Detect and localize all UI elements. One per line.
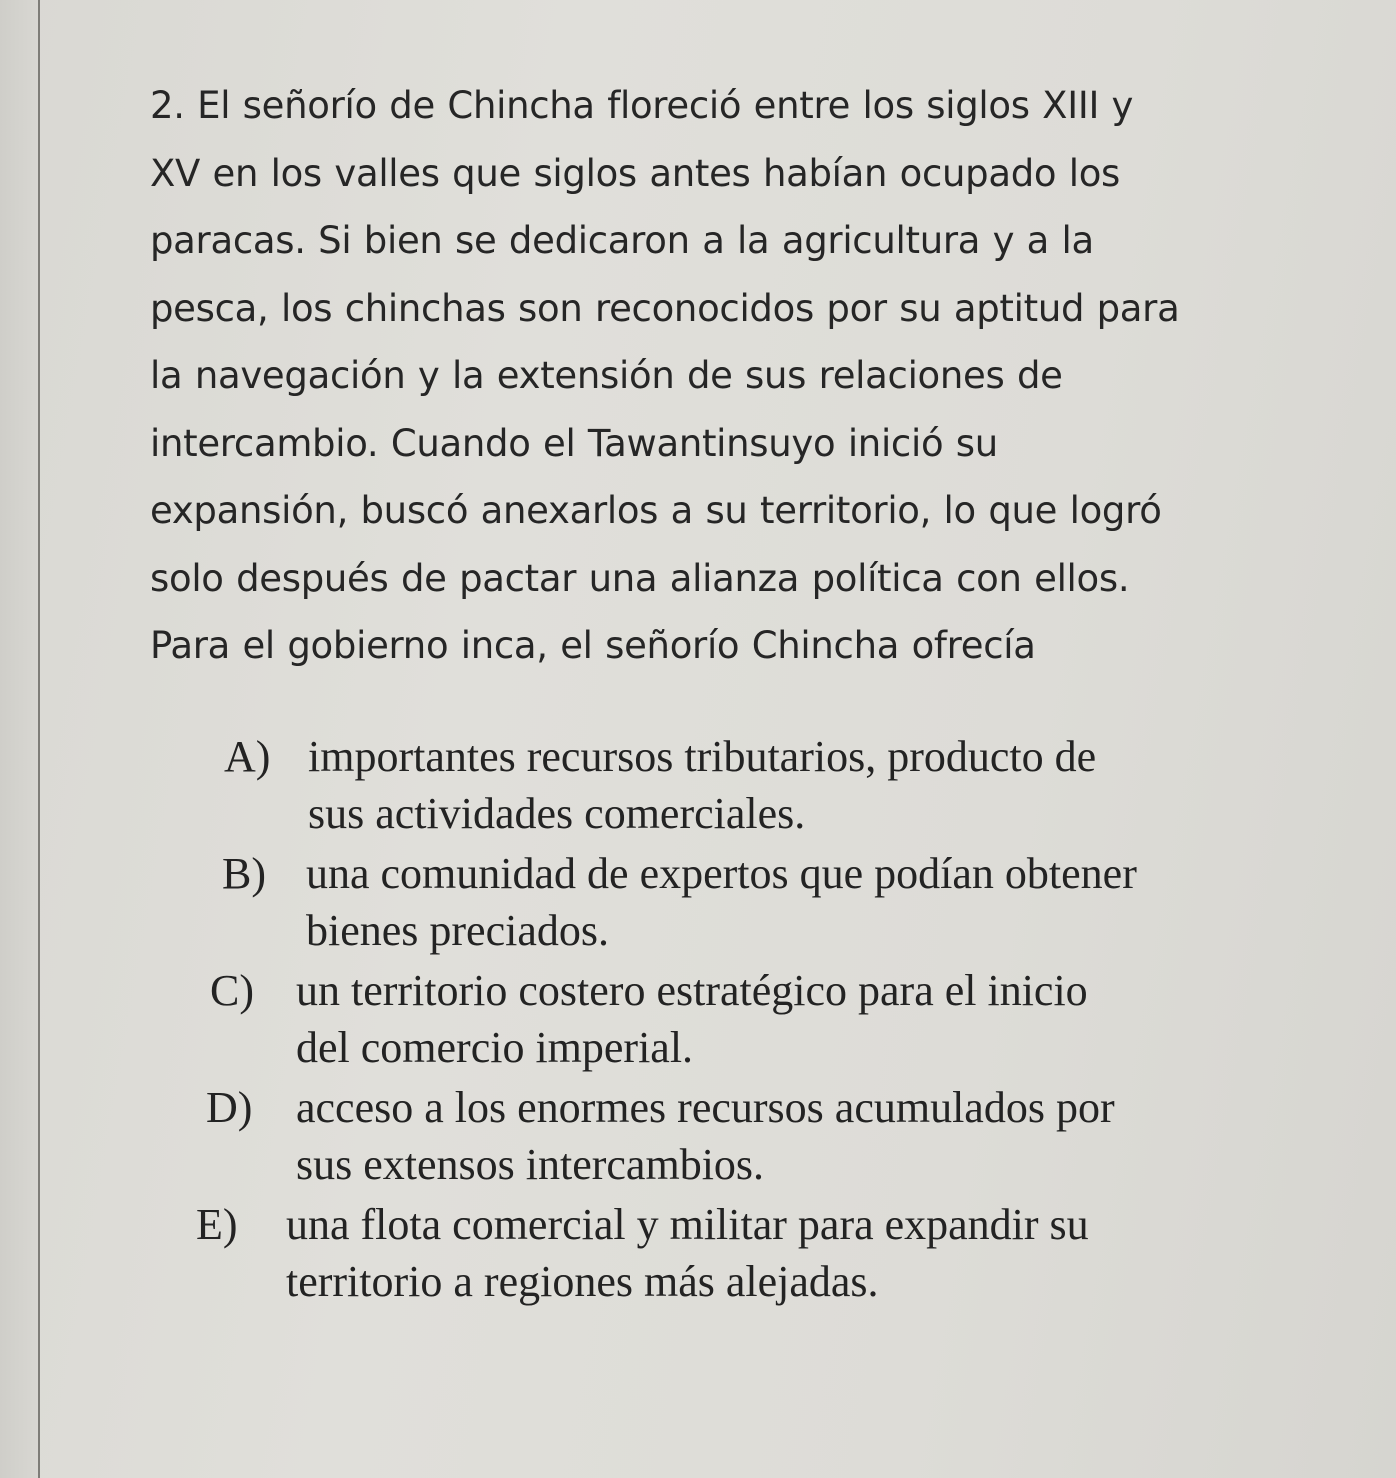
option-text-line: un territorio costero estratégico para el inicio [296,966,1088,1015]
option-letter: E) [196,1200,238,1249]
question-line: paracas. Si bien se dedicaron a la agricultura y a la [150,219,1094,262]
option-letter: C) [210,966,254,1015]
question-line: 2. El señorío de Chincha floreció entre los siglos XIII y [150,84,1134,127]
option-letter: D) [206,1083,253,1132]
option-text-line: acceso a los enormes recursos acumulados por [296,1083,1115,1132]
page-edge [0,0,40,1478]
question-line: expansión, buscó anexarlos a su territorio, lo que logró [150,489,1162,532]
answer-options [196,728,1280,1310]
option-text-line: territorio a regiones más alejadas. [286,1257,879,1306]
option-c [200,962,1280,1076]
option-text-line: una comunidad de expertos que podían obtener [306,849,1137,898]
question-line: pesca, los chinchas son reconocidos por su aptitud para [150,286,1180,330]
question-line: la navegación y la extensión de sus relaciones de [150,354,1063,397]
question-line: solo después de pactar una alianza política con ellos. [150,556,1130,600]
option-b [200,845,1280,959]
question-line: Para el gobierno inca, el señorío Chincha ofrecía [150,624,1036,667]
option-text-line: sus actividades comerciales. [308,789,806,838]
option-text-line: importantes recursos tributarios, producto de [308,732,1097,781]
option-text-line: sus extensos intercambios. [296,1140,765,1189]
option-letter: B) [222,849,266,898]
question-text [150,72,1280,680]
option-text-line: del comercio imperial. [296,1023,694,1072]
option-text-line: bienes preciados. [306,906,609,955]
option-letter: A) [224,732,271,781]
question-line: intercambio. Cuando el Tawantinsuyo inició su [150,421,998,465]
option-a [200,728,1280,842]
option-text-line: una flota comercial y militar para expandir su [286,1200,1089,1249]
question-line: XV en los valles que siglos antes habían ocupado los [150,151,1121,195]
option-d [200,1079,1280,1193]
option-e [196,1196,1280,1310]
